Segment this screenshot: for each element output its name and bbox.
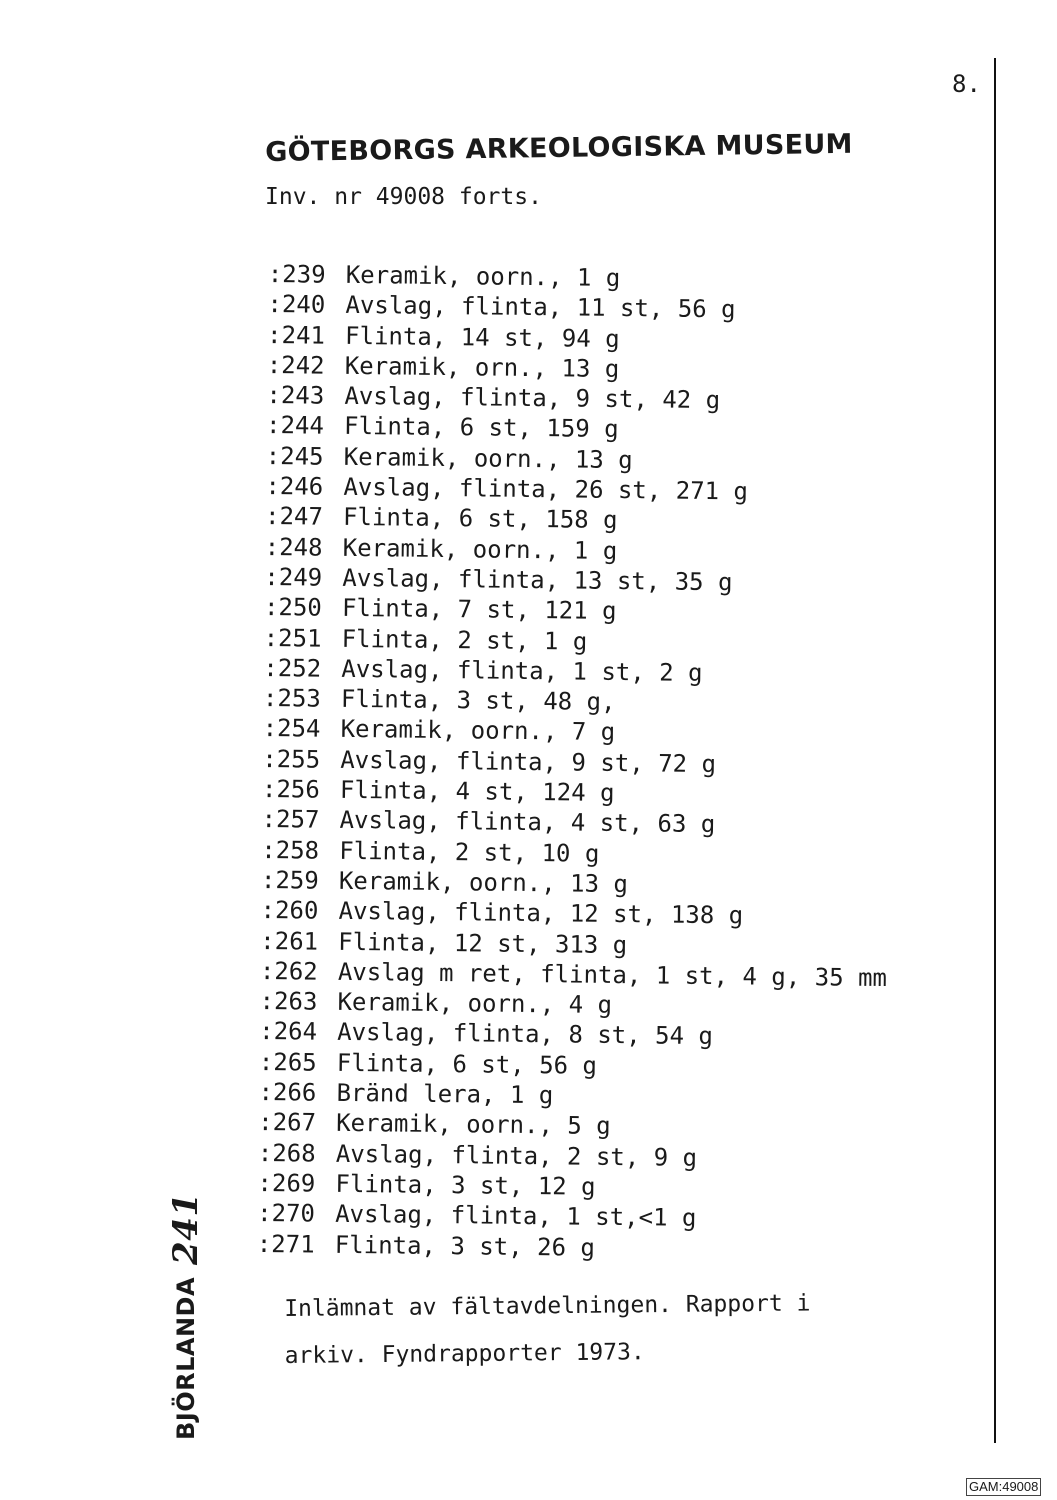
item-number: :240 [267, 290, 326, 319]
item-description: Keramik, oorn., 13 g [338, 866, 629, 899]
item-description: Avslag, flinta, 1 st,<1 g [335, 1200, 697, 1233]
list-item [257, 1228, 884, 1265]
item-description: Avslag, flinta, 11 st, 56 g [345, 291, 736, 324]
item-number: :248 [264, 532, 323, 562]
item-description: Avslag, flinta, 1 st, 2 g [341, 654, 703, 687]
item-description: Flinta, 6 st, 56 g [336, 1048, 598, 1080]
inventory-number: Inv. nr 49008 forts. [265, 184, 542, 210]
item-description: Avslag, flinta, 9 st, 72 g [340, 745, 717, 778]
submission-note [284, 1280, 811, 1380]
site-number: 241 [166, 1192, 206, 1265]
item-number: :255 [262, 744, 321, 774]
item-description: Flinta, 2 st, 10 g [339, 836, 600, 868]
item-number: :243 [266, 381, 325, 410]
item-number: :264 [259, 1017, 318, 1047]
item-description: Avslag m ret, flinta, 1 st, 4 g, 35 mm [337, 957, 888, 992]
page-number: 8. [952, 70, 981, 98]
item-description: Bränd lera, 1 g [336, 1078, 554, 1110]
item-description: Flinta, 6 st, 159 g [343, 412, 619, 444]
item-number: :262 [259, 956, 318, 986]
item-description: Flinta, 2 st, 1 g [341, 624, 588, 656]
archive-reference: GAM:49008 [966, 1478, 1041, 1496]
item-description: Flinta, 4 st, 124 g [339, 775, 615, 808]
item-description: Flinta, 14 st, 94 g [344, 321, 620, 353]
item-number: :258 [261, 835, 320, 865]
item-number: :245 [265, 441, 324, 471]
item-description: Keramik, oorn., 7 g [340, 715, 616, 747]
item-number: :265 [258, 1047, 317, 1077]
item-description: Avslag, flinta, 8 st, 54 g [337, 1018, 714, 1051]
item-description: Avslag, flinta, 13 st, 35 g [342, 563, 733, 597]
item-number: :263 [259, 987, 318, 1016]
item-number: :253 [262, 684, 321, 713]
museum-title: GÖTEBORGS ARKEOLOGISKA MUSEUM [265, 128, 853, 168]
site-name: BJÖRLANDA [172, 1276, 200, 1440]
item-number: :260 [260, 896, 319, 925]
item-number: :247 [264, 502, 324, 532]
item-number: :256 [261, 775, 320, 804]
item-number: :252 [263, 653, 322, 683]
item-description: Avslag, flinta, 26 st, 271 g [343, 472, 749, 506]
item-number: :250 [263, 593, 323, 622]
item-number: :251 [263, 623, 322, 653]
item-description: Avslag, flinta, 2 st, 9 g [335, 1139, 698, 1172]
item-number: :242 [266, 350, 325, 380]
item-number: :239 [267, 259, 326, 289]
margin-rule [994, 58, 996, 1443]
item-description: Avslag, flinta, 12 st, 138 g [338, 897, 744, 930]
item-number: :254 [262, 714, 321, 744]
item-description: Flinta, 7 st, 121 g [341, 594, 617, 626]
item-number: :271 [256, 1229, 315, 1259]
item-description: Flinta, 6 st, 158 g [342, 503, 618, 535]
item-number: :269 [257, 1168, 316, 1198]
item-number: :259 [260, 865, 319, 895]
item-number: :241 [266, 320, 326, 350]
item-description: Avslag, flinta, 9 st, 42 g [344, 382, 721, 415]
item-description: Avslag, flinta, 4 st, 63 g [339, 806, 716, 839]
item-number: :244 [265, 411, 325, 441]
item-number: :257 [261, 805, 320, 834]
item-description: Keramik, oorn., 4 g [337, 987, 613, 1020]
item-number: :261 [260, 926, 319, 956]
item-number: :266 [258, 1077, 317, 1107]
item-description: Keramik, oorn., 1 g [345, 260, 621, 292]
item-description: Flinta, 3 st, 12 g [335, 1169, 596, 1201]
item-description: Keramik, oorn., 13 g [343, 442, 633, 474]
item-description: Flinta, 3 st, 48 g, [340, 685, 616, 717]
item-number: :270 [257, 1199, 316, 1228]
site-stamp [166, 1192, 206, 1440]
item-description: Keramik, oorn., 1 g [342, 533, 618, 565]
item-number: :246 [265, 472, 324, 501]
item-description: Keramik, orn., 13 g [344, 351, 620, 383]
item-number: :267 [258, 1108, 317, 1137]
item-description: Flinta, 12 st, 313 g [338, 927, 628, 959]
item-number: :249 [264, 562, 323, 592]
submission-note-line-1: Inlämnat av fältavdelningen. Rapport i [284, 1290, 811, 1322]
submission-note-line-2: arkiv. Fyndrapporter 1973. [284, 1339, 645, 1369]
find-list [257, 259, 895, 1266]
item-description: Keramik, oorn., 5 g [336, 1109, 611, 1141]
item-number: :268 [257, 1138, 316, 1168]
item-description: Flinta, 3 st, 26 g [334, 1230, 596, 1262]
